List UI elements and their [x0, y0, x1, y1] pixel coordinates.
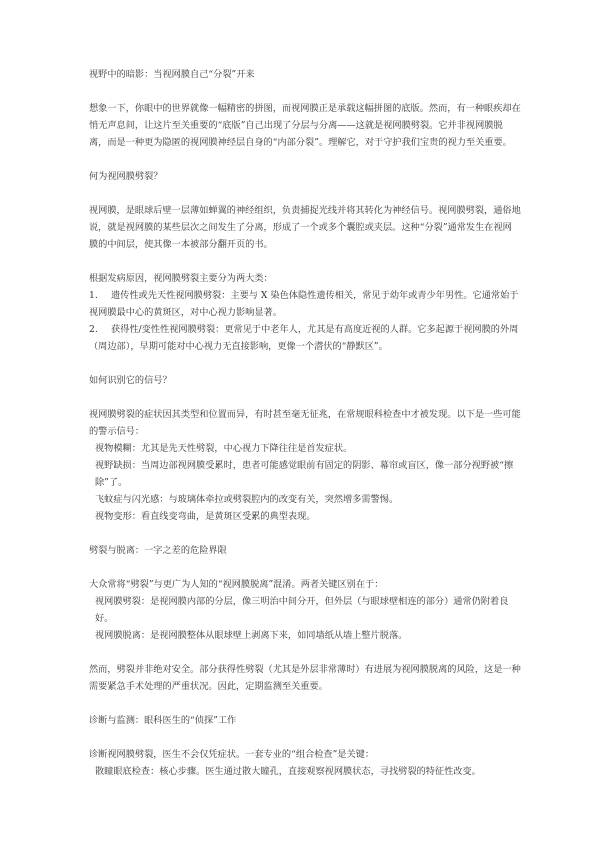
- definition-paragraph: 视网膜，是眼球后壁一层薄如蝉翼的神经组织，负责捕捉光线并将其转化为神经信号。视网膜劈裂，通俗地说，就是视网膜的某些层次之间发生了分离，形成了一个或多个囊腔或夹层。这种“分裂”通常发生在视网膜的中间层，使其像一本被部分翻开页的书。: [89, 205, 521, 250]
- compare-item: 视网膜劈裂：是视网膜内部的分层，像三明治中间分开，但外层（与眼球壁相连的部分）通常仍附着良好。: [95, 596, 509, 624]
- list-item-number: 2.: [89, 324, 98, 335]
- section-heading-diagnosis: 诊断与监测：眼科医生的“侦探”工作: [89, 715, 237, 726]
- compare-item: 视网膜脱离：是视网膜整体从眼球壁上剥离下来，如同墙纸从墙上整片脱落。: [95, 630, 408, 641]
- compare-intro: 大众常将“劈裂”与更广为人知的“视网膜脱离”混淆。两者关键区别在于：: [89, 579, 384, 590]
- list-item: [89, 321, 521, 355]
- symptoms-intro: 视网膜劈裂的症状因其类型和位置而异，有时甚至毫无征兆，在常规眼科检查中才被发现。以下是一些可能的警示信号：: [89, 409, 521, 437]
- list-item-text: 遗传性或先天性视网膜劈裂：主要与 X 染色体隐性遗传相关，常见于幼年或青少年男性。它通常始于视网膜最中心的黄斑区，对中心视力影响显著。: [89, 290, 519, 318]
- section-heading-signs: 如何识别它的信号？: [89, 375, 172, 386]
- exam-item: 散瞳眼底检查：核心步骤。医生通过散大瞳孔，直接观察视网膜状态，寻找劈裂的特征性改变。: [95, 766, 481, 777]
- diagnosis-intro: 诊断视网膜劈裂，医生不会仅凭症状。一套专业的“组合检查”是关键：: [89, 749, 375, 760]
- section-heading-what: 何为视网膜劈裂？: [89, 171, 163, 182]
- classification-intro: 根据发病原因，视网膜劈裂主要分为两大类：: [89, 273, 273, 284]
- list-item-text: 获得性/变性性视网膜劈裂：更常见于中老年人，尤其是有高度近视的人群。它多起源于视网膜的外周（周边部），早期可能对中心视力无直接影响，更像一个潜伏的“静默区”。: [89, 324, 519, 352]
- symptom-item: 视物模糊：尤其是先天性劈裂，中心视力下降往往是首发症状。: [95, 443, 353, 454]
- risk-paragraph: 然而，劈裂并非绝对安全。部分获得性劈裂（尤其是外层非常薄时）有进展为视网膜脱离的风险，这是一种需要紧急手术处理的严重状况。因此，定期监测至关重要。: [89, 664, 521, 692]
- symptom-item: 飞蚊症与闪光感：与玻璃体牵拉或劈裂腔内的改变有关，突然增多需警惕。: [95, 494, 399, 505]
- section-heading-compare: 劈裂与脱离：一字之差的危险界限: [89, 545, 227, 556]
- article-body: [89, 66, 521, 780]
- symptom-item: 视野缺损：当周边部视网膜受累时，患者可能感觉眼前有固定的阴影、幕帘或盲区，像一部分视野被“擦除”了。: [95, 460, 514, 488]
- intro-paragraph: 想象一下，你眼中的世界就像一幅精密的拼图，而视网膜正是承载这幅拼图的底版。然而，有一种眼疾却在悄无声息间，让这片至关重要的“底版”自己出现了分层与分离——这就是视网膜劈裂。它并非视网膜脱离，而是一种更为隐匿的视网膜神经层自身的“内部分裂”。理解它，对于守护我们宝贵的视力至关重要。: [89, 103, 521, 148]
- article-title: 视野中的暗影：当视网膜自己“分裂”开来: [89, 69, 255, 80]
- list-item: [89, 287, 521, 321]
- list-item-number: 1.: [89, 290, 98, 301]
- symptom-item: 视物变形：看直线变弯曲，是黄斑区受累的典型表现。: [95, 511, 316, 522]
